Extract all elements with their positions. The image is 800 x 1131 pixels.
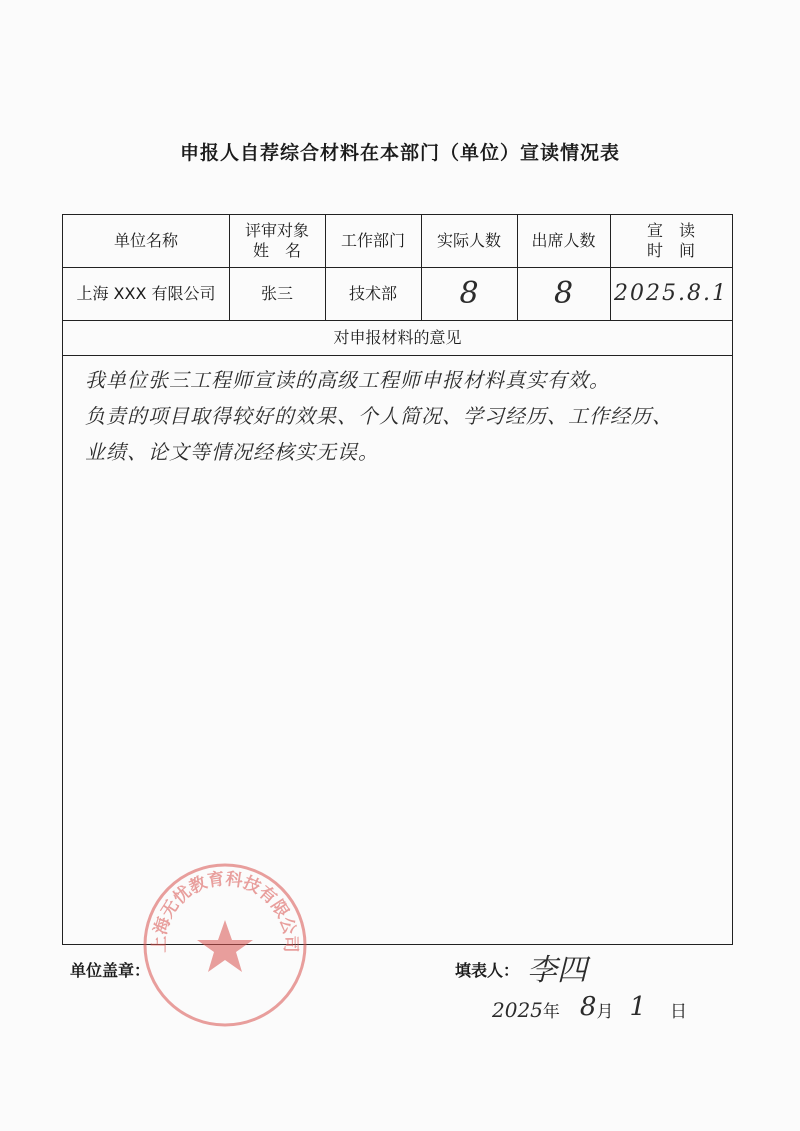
cell-department: 技术部 [348, 283, 397, 303]
header-reviewee-line1: 评审对象 [244, 221, 309, 240]
filler-signature: 李四 [527, 953, 587, 988]
fill-date [492, 992, 687, 1022]
date-year-unit: 年 [542, 1002, 560, 1022]
header-read-time-line2: 时 间 [646, 241, 695, 260]
opinion-line: 业绩、论文等情况经核实无误。 [85, 440, 379, 464]
cell-reviewee: 张三 [260, 283, 293, 303]
header-department: 工作部门 [340, 231, 405, 250]
header-attendance-count: 出席人数 [531, 231, 596, 250]
header-unit-name: 单位名称 [113, 231, 178, 250]
header-reviewee-line2: 姓 名 [252, 241, 301, 260]
opinion-header: 对申报材料的意见 [333, 327, 462, 347]
opinion-text [85, 362, 725, 470]
date-year: 2025 [492, 998, 543, 1022]
opinion-line: 我单位张三工程师宣读的高级工程师申报材料真实有效。 [85, 368, 610, 392]
opinion-line: 负责的项目取得较好的效果、个人简况、学习经历、工作经历、 [85, 404, 673, 428]
filler-label: 填表人： [455, 961, 520, 980]
cell-actual-count: 8 [459, 275, 479, 311]
cell-attendance-count: 8 [553, 275, 574, 311]
reading-record-form [62, 214, 733, 945]
header-actual-count: 实际人数 [436, 231, 501, 250]
svg-text:上海无忧教育科技有限公司: 上海无忧教育科技有限公司 [149, 869, 301, 953]
date-month: 8 [579, 992, 597, 1022]
date-month-unit: 月 [596, 1002, 614, 1022]
cell-read-time: 2025.8.1 [614, 280, 728, 306]
date-day-unit: 日 [670, 1002, 687, 1022]
row-divider [63, 355, 732, 356]
date-day: 1 [629, 992, 646, 1022]
company-seal [140, 860, 310, 1030]
seal-label: 单位盖章： [70, 961, 151, 980]
cell-unit-name: 上海 XXX 有限公司 [76, 283, 216, 303]
header-read-time-line1: 宣 读 [646, 221, 695, 240]
header-reviewee [229, 215, 325, 267]
document-title: 申报人自荐综合材料在本部门（单位）宣读情况表 [179, 142, 620, 164]
header-read-time [610, 215, 732, 267]
